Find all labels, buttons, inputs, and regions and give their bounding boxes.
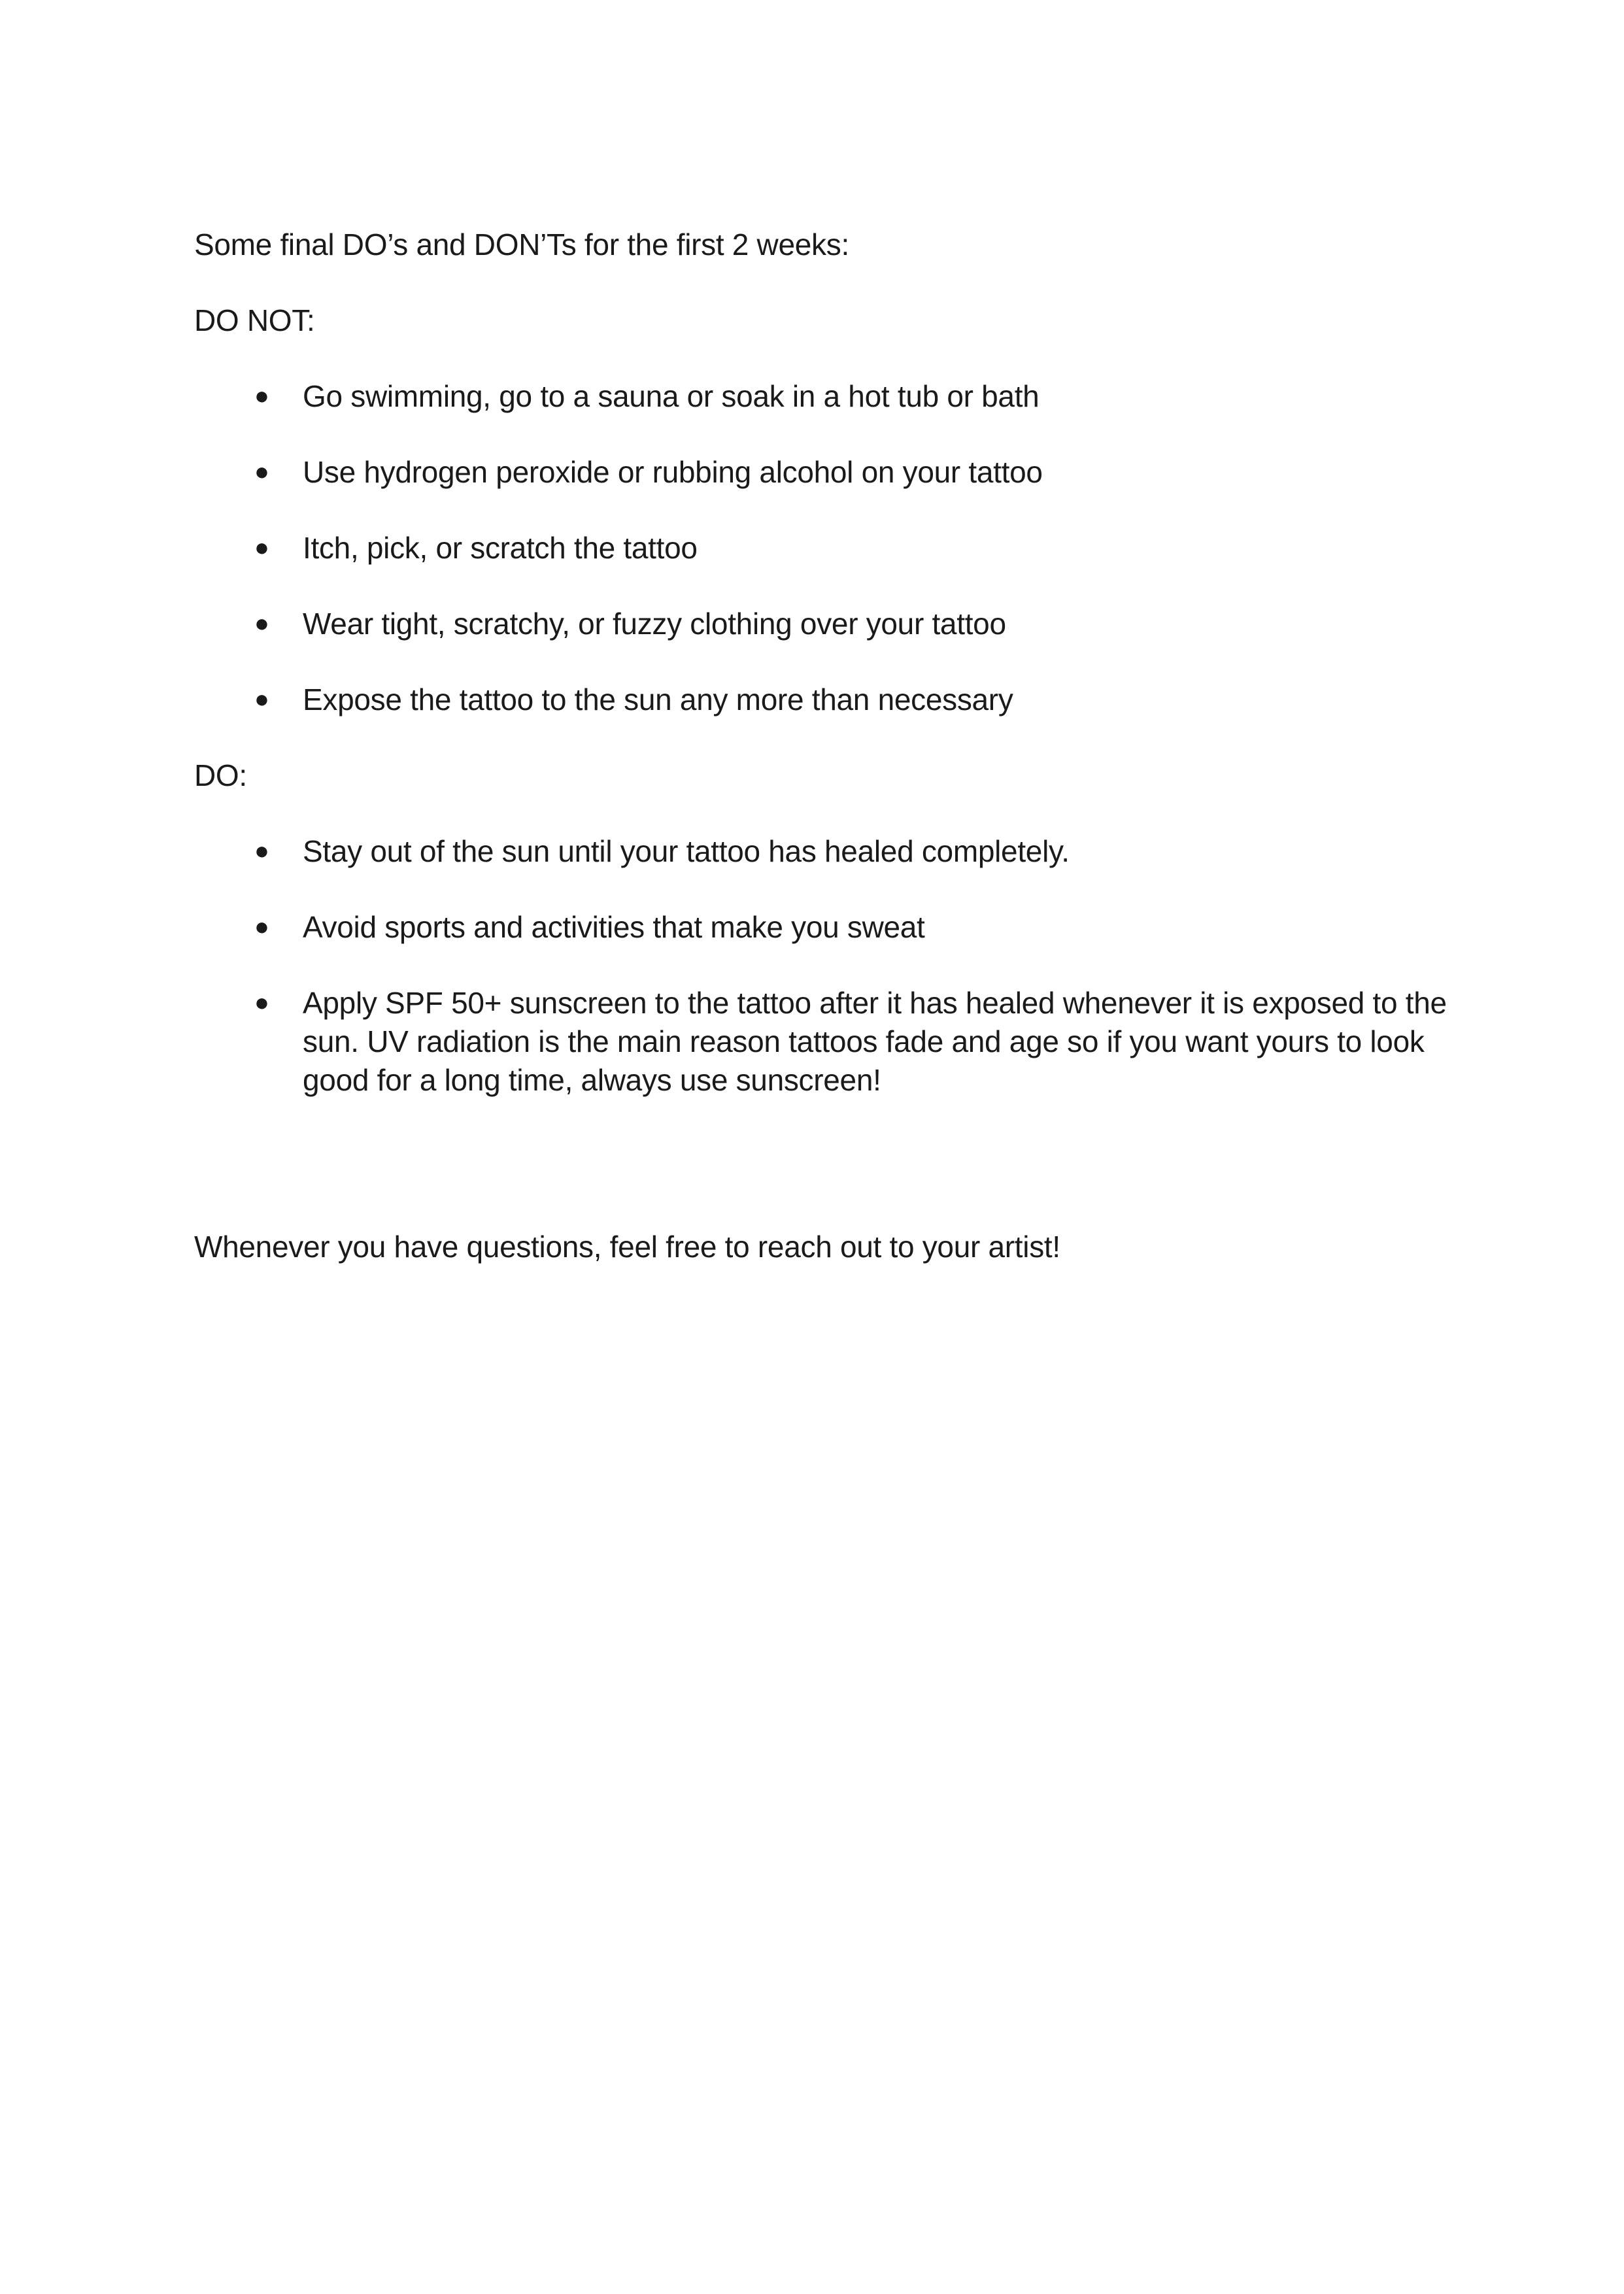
do-list — [194, 832, 1469, 1100]
list-item-text: Expose the tattoo to the sun any more than necessary — [303, 683, 1013, 717]
list-item-text: Wear tight, scratchy, or fuzzy clothing over your tattoo — [303, 607, 1006, 641]
bullet-icon: ● — [254, 913, 269, 941]
intro-text: Some final DO’s and DON’Ts for the first 2 weeks: — [194, 228, 849, 261]
list-item — [194, 984, 1469, 1100]
list-item-text: Stay out of the sun until your tattoo has healed completely. — [303, 834, 1070, 868]
list-item — [194, 832, 1469, 871]
list-item-text: Use hydrogen peroxide or rubbing alcohol on your tattoo — [303, 455, 1043, 489]
bullet-icon: ● — [254, 837, 269, 865]
bullet-icon: ● — [254, 610, 269, 637]
bullet-icon: ● — [254, 458, 269, 486]
list-item-text: Go swimming, go to a sauna or soak in a hot tub or bath — [303, 379, 1040, 413]
list-item — [194, 529, 1469, 567]
list-item — [194, 681, 1469, 719]
do-not-list — [194, 377, 1469, 719]
bullet-icon: ● — [254, 534, 269, 562]
bullet-icon: ● — [254, 989, 269, 1017]
list-item — [194, 453, 1469, 492]
document-body — [194, 226, 1469, 1266]
bullet-icon: ● — [254, 686, 269, 713]
list-item — [194, 908, 1469, 947]
list-item-text: Itch, pick, or scratch the tattoo — [303, 531, 698, 565]
do-not-heading: DO NOT: — [194, 303, 315, 337]
closing-text: Whenever you have questions, feel free to reach out to your artist! — [194, 1230, 1060, 1264]
list-item — [194, 605, 1469, 643]
bullet-icon: ● — [254, 382, 269, 410]
list-item-text: Apply SPF 50+ sunscreen to the tattoo after it has healed whenever it is exposed to the sun. UV radiation is the main reason tattoos fade and age so if you want yours to look good for a long time, always use sunscreen! — [303, 986, 1447, 1097]
list-item — [194, 377, 1469, 416]
do-heading: DO: — [194, 758, 247, 792]
list-item-text: Avoid sports and activities that make you sweat — [303, 910, 925, 944]
